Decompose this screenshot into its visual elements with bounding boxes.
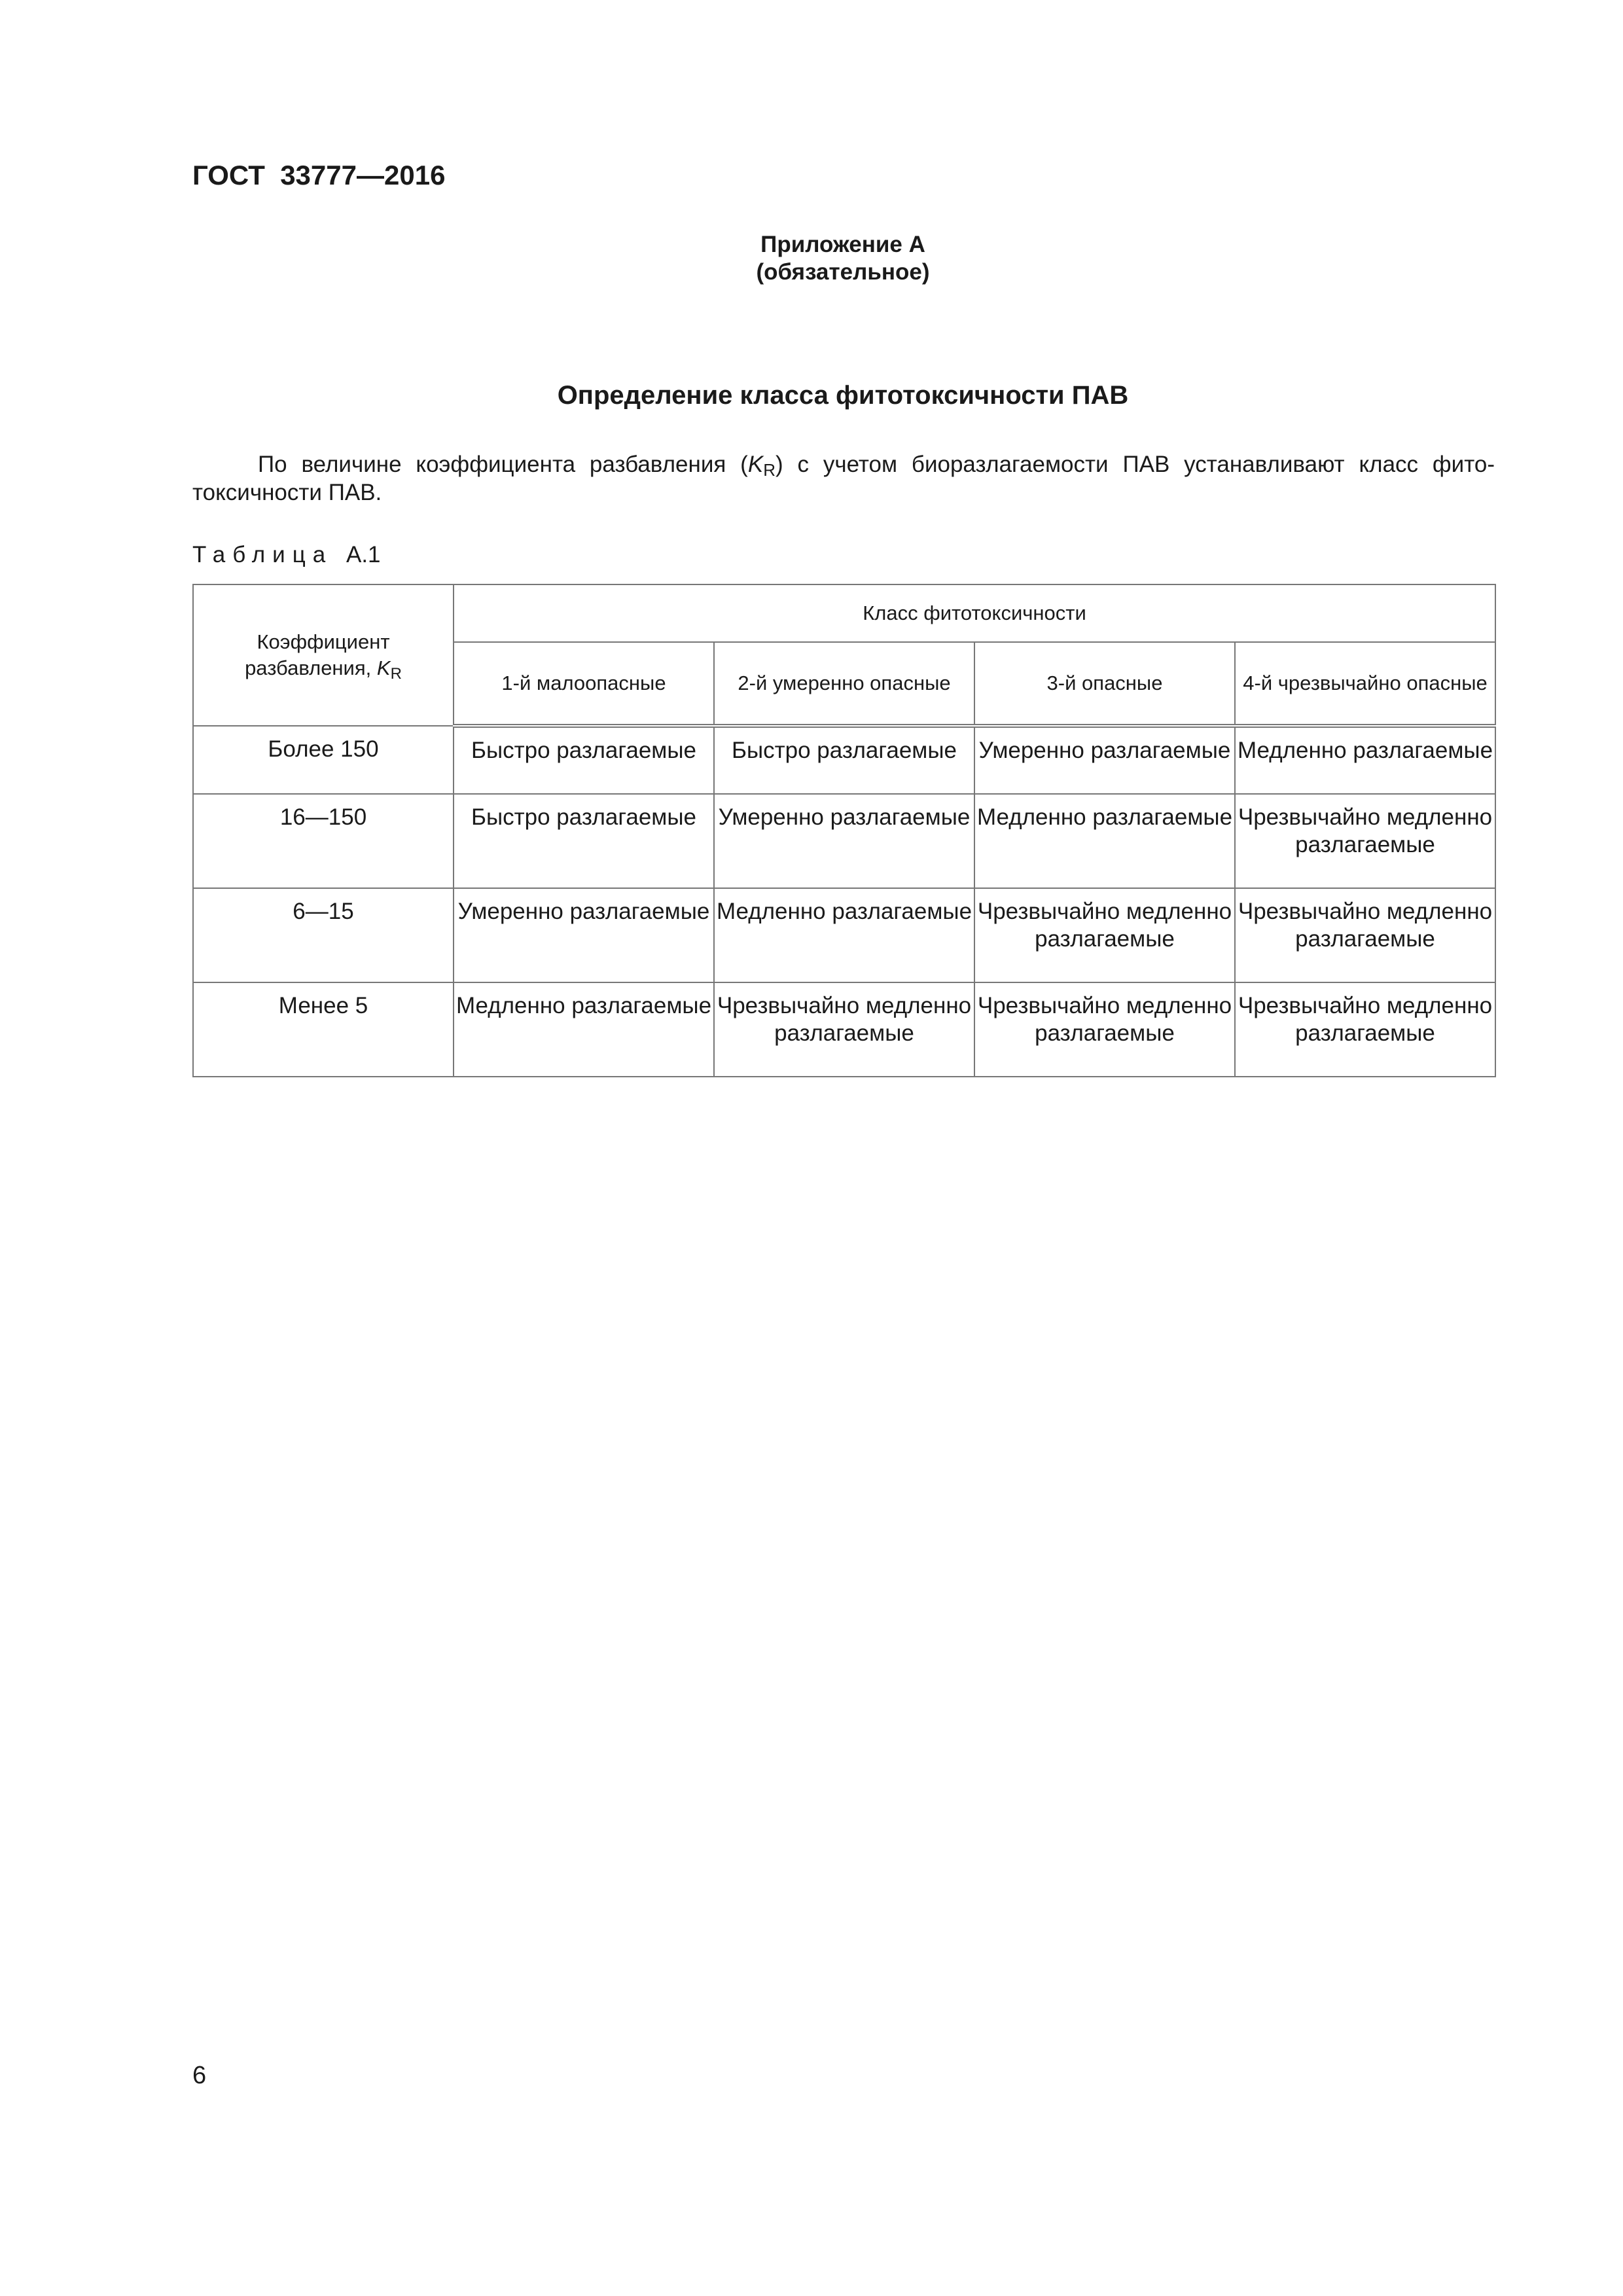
paragraph-text-before: По величине коэффициента разбавления (: [258, 452, 748, 477]
appendix-status: (обязательное): [756, 259, 930, 285]
kr-range-cell: 6—15: [193, 888, 454, 982]
header-class-1: 1-й малоопасные: [454, 642, 714, 726]
section-title: Определение класса фитотоксичности ПАВ: [557, 381, 1129, 410]
table-cell: Чрезвычайно медленно разлагаемые: [974, 888, 1235, 982]
header-phytotoxicity-class: Класс фитотоксичности: [454, 584, 1495, 642]
table-cell: Чрезвычайно медленно разлагаемые: [714, 982, 974, 1077]
table-caption-number: А.1: [346, 542, 381, 567]
table-cell: Чрезвычайно медленно разлагаемые: [1235, 982, 1495, 1077]
table-cell: Быстро разлагаемые: [454, 726, 714, 794]
table-cell: Быстро разлагаемые: [454, 794, 714, 888]
header-kr-symbol: K: [376, 656, 391, 679]
table-caption-word: Таблица: [192, 542, 333, 567]
table-cell: Чрезвычайно медленно разлагаемые: [974, 982, 1235, 1077]
kr-range-cell: 16—150: [193, 794, 454, 888]
document-code: ГОСТ 33777—2016: [192, 160, 446, 190]
table-row: [193, 794, 1495, 888]
header-kr-subscript: R: [390, 665, 402, 683]
phytotoxicity-table: [192, 584, 1496, 1077]
table-cell: Умеренно разлагаемые: [714, 794, 974, 888]
kr-range-cell: Более 150: [193, 726, 454, 794]
table-cell: Медленно разлагаемые: [1235, 726, 1495, 794]
kr-range-cell: Менее 5: [193, 982, 454, 1077]
appendix-title: Приложение А: [760, 232, 925, 257]
table-cell: Медленно разлагаемые: [974, 794, 1235, 888]
table-caption: [192, 542, 381, 568]
table-cell: Умеренно разлагаемые: [974, 726, 1235, 794]
kr-subscript: R: [763, 460, 776, 480]
table-cell: Медленно разлагаемые: [454, 982, 714, 1077]
table-cell: Чрезвычайно медленно разлагаемые: [1235, 794, 1495, 888]
paragraph-text-after: ) с учетом биоразлагаемости ПАВ устанавливают класс фито-токсичности ПАВ.: [192, 452, 1495, 505]
table-row: [193, 726, 1495, 794]
table-cell: Быстро разлагаемые: [714, 726, 974, 794]
table-cell: Умеренно разлагаемые: [454, 888, 714, 982]
table-row: [193, 888, 1495, 982]
header-class-2: 2-й умеренно опасные: [714, 642, 974, 726]
intro-paragraph: [192, 450, 1495, 507]
header-dilution-coefficient: [193, 584, 454, 726]
table-cell: Медленно разлагаемые: [714, 888, 974, 982]
header-class-3: 3-й опасные: [974, 642, 1235, 726]
header-dilution-text: Коэффициент разбавления,: [245, 630, 390, 679]
header-class-4: 4-й чрезвычайно опасные: [1235, 642, 1495, 726]
table-cell: Чрезвычайно медленно разлагаемые: [1235, 888, 1495, 982]
kr-symbol: K: [747, 452, 764, 477]
page-number: 6: [192, 2062, 207, 2089]
table-row: [193, 982, 1495, 1077]
